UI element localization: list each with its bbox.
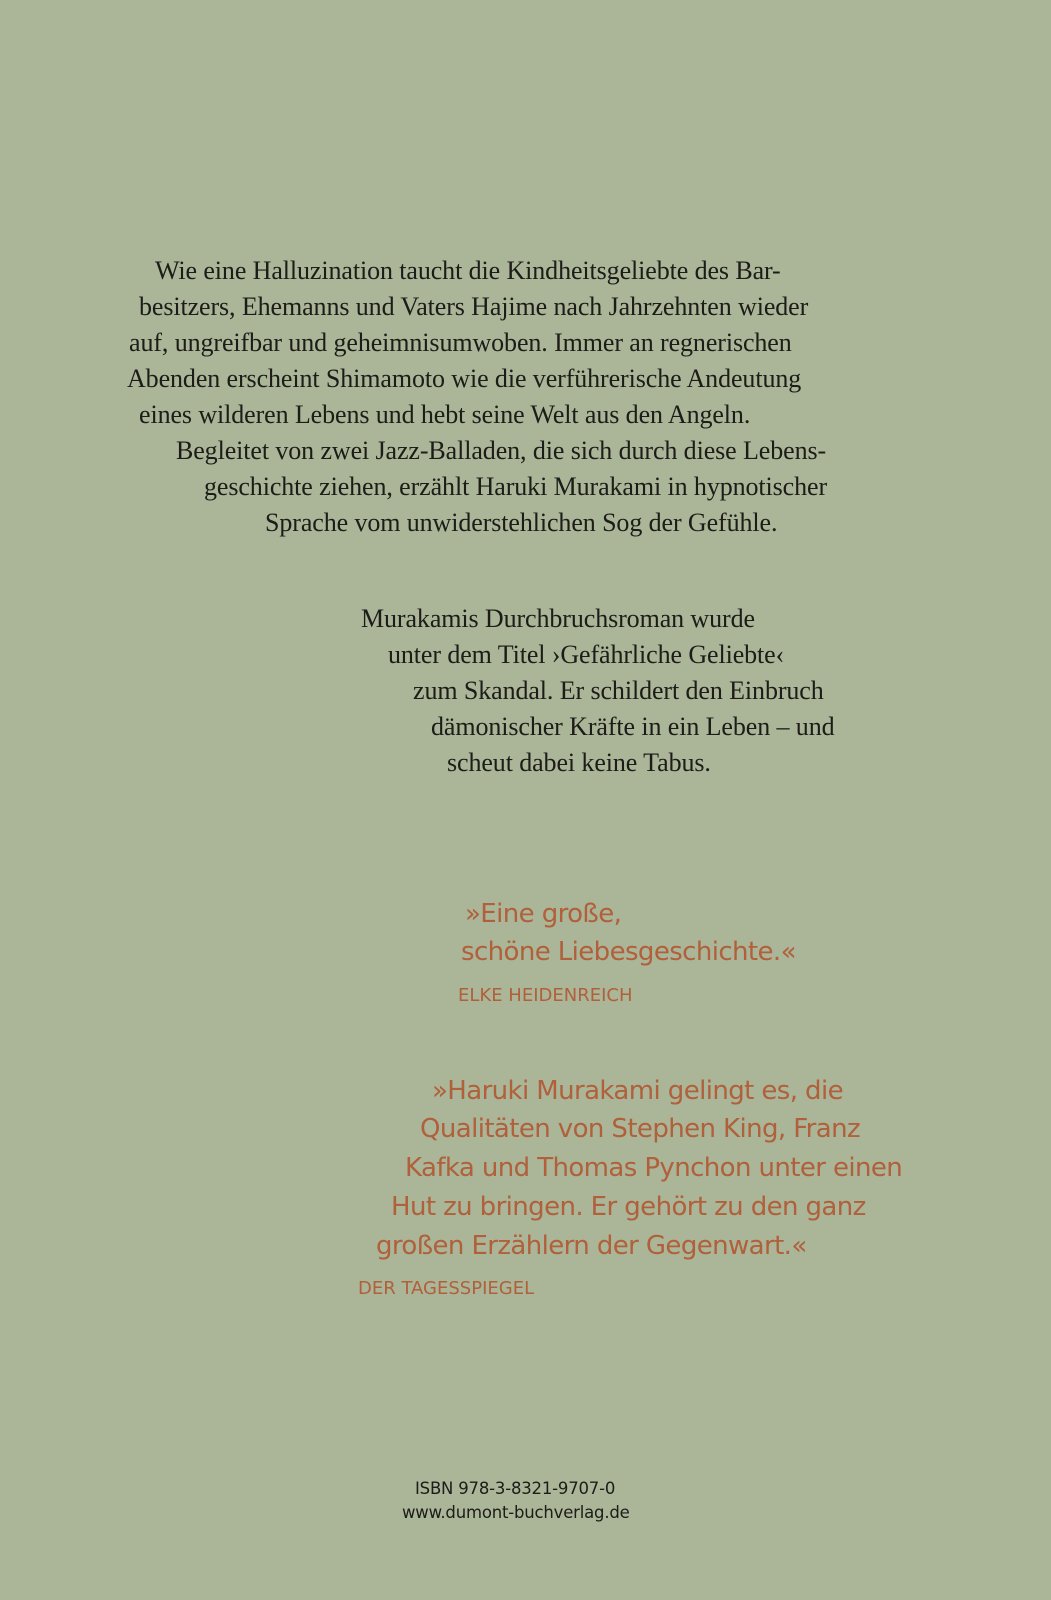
blurb-line: Abenden erscheint Shimamoto wie die verführerische Andeutung — [127, 364, 802, 393]
quote-line: Hut zu bringen. Er gehört zu den ganz — [391, 1192, 866, 1222]
blurb-line: eines wilderen Lebens und hebt seine Welt aus den Angeln. — [139, 400, 751, 429]
note-line: Murakamis Durchbruchsroman wurde — [361, 604, 755, 633]
quote-line: Kafka und Thomas Pynchon unter einen — [405, 1153, 903, 1183]
quote-line: großen Erzählern der Gegenwart.« — [376, 1231, 807, 1261]
note-line: dämonischer Kräfte in ein Leben – und — [431, 712, 835, 741]
isbn: ISBN 978-3-8321-9707-0 — [415, 1479, 616, 1498]
quote-line: »Haruki Murakami gelingt es, die — [432, 1076, 843, 1106]
blurb-line: Begleitet von zwei Jazz-Balladen, die sich durch diese Lebens- — [176, 436, 827, 465]
blurb-line: Wie eine Halluzination taucht die Kindheitsgeliebte des Bar- — [155, 256, 781, 285]
quote-line: Qualitäten von Stephen King, Franz — [420, 1114, 861, 1144]
blurb-line: auf, ungreifbar und geheimnisumwoben. Immer an regnerischen — [129, 328, 792, 357]
publisher-url[interactable]: www.dumont-buchverlag.de — [402, 1503, 630, 1522]
blurb-line: besitzers, Ehemanns und Vaters Hajime nach Jahrzehnten wieder — [139, 292, 809, 321]
note-line: zum Skandal. Er schildert den Einbruch — [413, 676, 824, 705]
quote-line: »Eine große, — [465, 899, 622, 929]
note-line: scheut dabei keine Tabus. — [447, 748, 711, 777]
note-line: unter dem Titel ›Gefährliche Geliebte‹ — [388, 640, 785, 669]
quote-attribution: DER TAGESSPIEGEL — [358, 1278, 535, 1299]
quote-attribution: ELKE HEIDENREICH — [458, 985, 633, 1006]
blurb-line: Sprache vom unwiderstehlichen Sog der Gefühle. — [265, 508, 778, 537]
quote-line: schöne Liebesgeschichte.« — [461, 937, 796, 967]
blurb-line: geschichte ziehen, erzählt Haruki Murakami in hypnotischer — [204, 472, 828, 501]
